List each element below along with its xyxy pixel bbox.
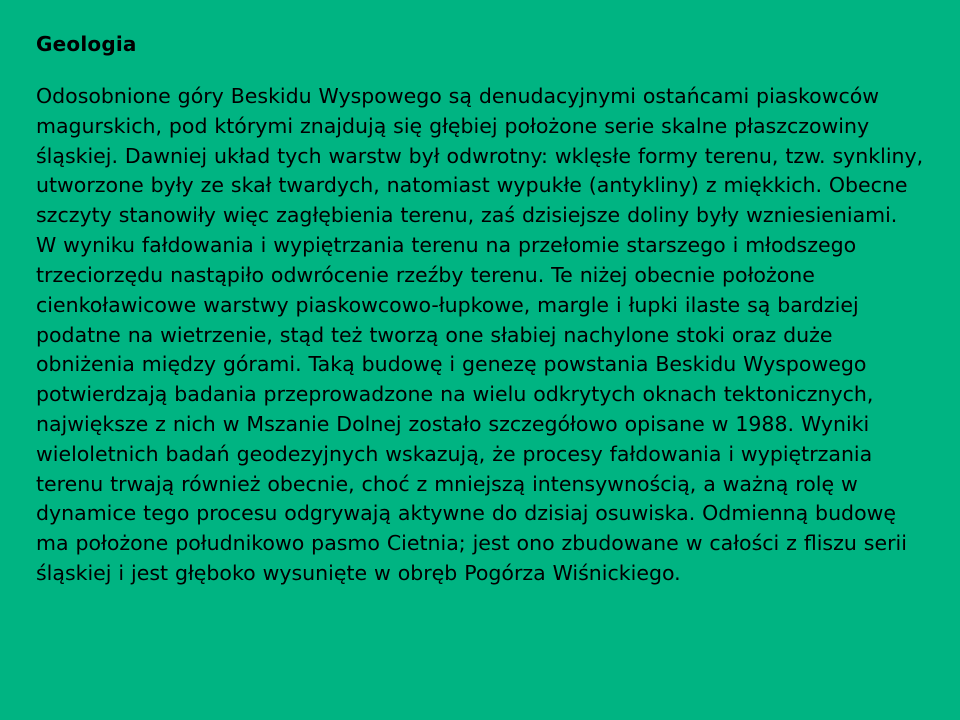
page-title: Geologia	[36, 32, 137, 56]
body-text: Odosobnione góry Beskidu Wyspowego są denudacyjnymi ostańcami piaskowców magurskich, pod którymi znajdują się głębiej położone serie skalne płaszczowiny śląskiej. Dawniej układ tych warstw był odwrotny: wklęsłe formy terenu, tzw. synkliny, utworzone były ze skał twardych, natomiast wypukłe (antykliny) z miękkich. Obecne szczyty stanowiły więc zagłębienia terenu, zaś dzisiejsze doliny były wzniesieniami. W wyniku fałdowania i wypiętrzania terenu na przełomie starszego i młodszego trzeciorzędu nastąpiło odwrócenie rzeźby terenu. Te niżej obecnie położone cienkoławicowe warstwy piaskowcowo-łupkowe, margle i łupki ilaste są bardziej podatne na wietrzenie, stąd też tworzą one słabiej nachylone stoki oraz duże obniżenia między górami. Taką budowę i genezę powstania Beskidu Wyspowego potwierdzają badania przeprowadzone na wielu odkrytych oknach tektonicznych, największe z nich w Mszanie Dolnej zostało szczegółowo opisane w 1988. Wyniki wieloletnich badań geodezyjnych wskazują, że procesy fałdowania i wypiętrzania terenu trwają również obecnie, choć z mniejszą intensywnością, a ważną rolę w dynamice tego procesu odgrywają aktywne do dzisiaj osuwiska. Odmienną budowę ma położone południkowo pasmo Cietnia; jest ono zbudowane w całości z fliszu serii śląskiej i jest głęboko wysunięte w obręb Pogórza Wiśnickiego.	[36, 84, 931, 585]
